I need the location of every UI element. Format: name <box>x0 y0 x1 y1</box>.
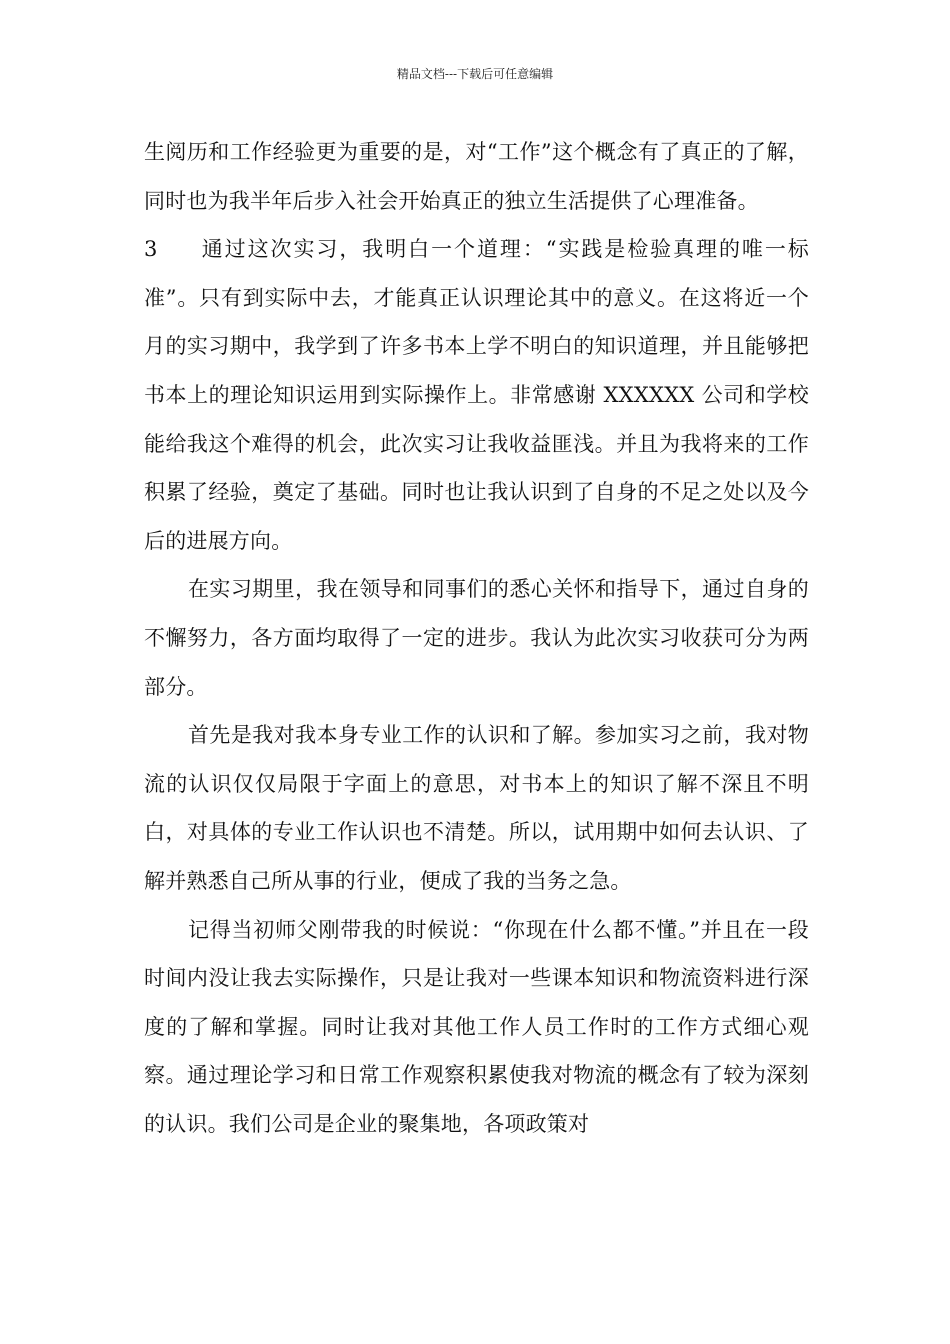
paragraph: 在实习期里，我在领导和同事们的悉心关怀和指导下，通过自身的不懈努力，各方面均取得了一定的进步。我认为此次实习收获可分为两部分。 <box>144 577 809 699</box>
paragraph-number: 3 <box>144 237 158 262</box>
paragraph-text: 通过这次实习，我明白一个道理：“实践是检验真理的唯一标准”。只有到实际中去，才能真正认识理论其中的意义。在这将近一个月的实习期中，我学到了许多书本上学不明白的知识道理，并且能够把书本上的理论知识运用到实际操作上。非常感谢 XXXXXX 公司和学校能给我这个难得的机会，此次实习让我收益匪浅。并且为我将来的工作积累了经验，奠定了基础。同时也让我认识到了自身的不足之处以及今后的进展方向。 <box>144 237 809 553</box>
paragraph: 记得当初师父刚带我的时候说：“你现在什么都不懂。”并且在一段时间内没让我去实际操作，只是让我对一些课本知识和物流资料进行深度的了解和掌握。同时让我对其他工作人员工作时的工作方式细心观察。通过理论学习和日常工作观察积累使我对物流的概念有了较为深刻的认识。我们公司是企业的聚集地，各项政策对 <box>144 917 809 1136</box>
paragraph-continuation: 生阅历和工作经验更为重要的是，对“工作”这个概念有了真正的了解，同时也为我半年后步入社会开始真正的独立生活提供了心理准备。 <box>144 140 809 213</box>
page-header: 精品文档---下载后可任意编辑 <box>396 67 554 81</box>
document-body <box>144 128 809 1148</box>
paragraph-numbered <box>144 225 809 565</box>
paragraph: 首先是我对我本身专业工作的认识和了解。参加实习之前，我对物流的认识仅仅局限于字面上的意思，对书本上的知识了解不深且不明白，对具体的专业工作认识也不清楚。所以，试用期中如何去认识、了解并熟悉自己所从事的行业，便成了我的当务之急。 <box>144 723 809 893</box>
